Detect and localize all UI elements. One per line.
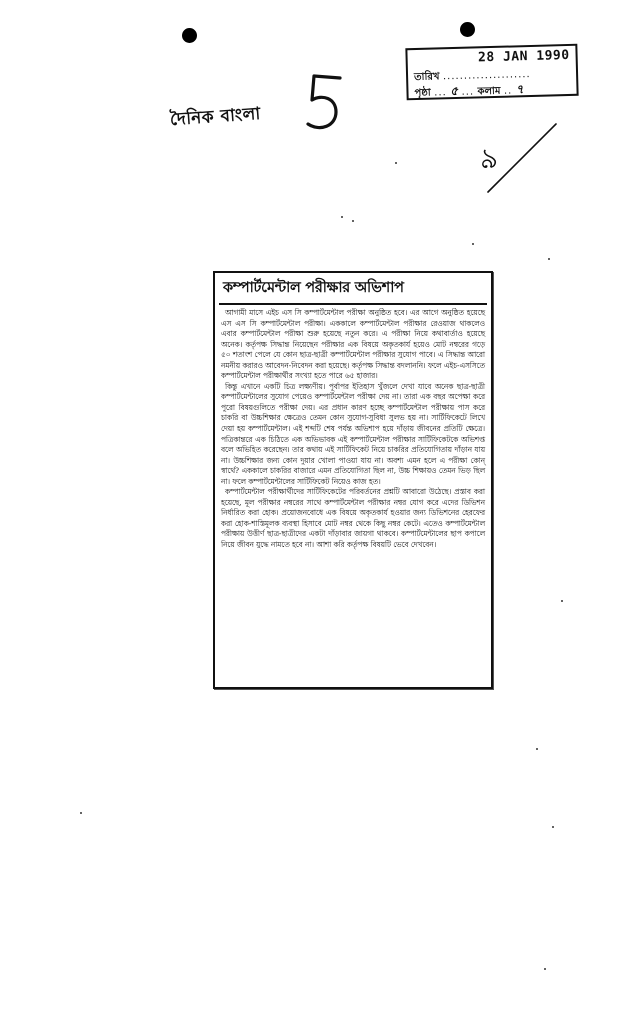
punch-hole-right [460, 22, 475, 37]
article-headline: কম্পার্টমেন্টাল পরীক্ষার অভিশাপ [219, 276, 487, 305]
stamp-column-value: ৭ [515, 82, 524, 97]
stamp-column-label: কলাম [477, 85, 501, 98]
speck [561, 600, 563, 602]
speck [548, 258, 550, 260]
stamp-page-value: ৫ [450, 83, 459, 99]
article-paragraph-2: কিন্তু এখানে একটি চিত্র লক্ষ্যণীয়। পূর্বাপর ইতিহাস খুঁজলে দেখা যাবে অনেক ছাত্র-ছাত্রী কম্পার্টমেন্টালের সুযোগ পেয়েও কম্পার্টমেন্টাল পরীক্ষা দেয় না। তারা এক বছর অপেক্ষা করে পুরো বিষয়গুলিতে পরীক্ষা দেয়। এর প্রধান কারণ হচ্ছে কম্পার্টমেন্টাল পরীক্ষায় পাস করে চাকরি বা উচ্চশিক্ষার ক্ষেত্রেও তেমন কোন সুযোগ-সুবিধা সুলভ হয় না। সার্টিফিকেটে লিখে দেয়া হয় কম্পার্টমেন্টাল। এই শব্দটি শেষ পর্যন্ত অভিশাপ হয়ে দাঁড়ায় জীবনের প্রতিটি ক্ষেত্রে। পত্রিকান্তরে এক চিঠিতে এক অভিভাবক এই কম্পার্টমেন্টাল পরীক্ষার সার্টিফিকেটকে অভিশপ্ত বলে অভিহিত করেছেন। তার কথায় এই সার্টিফিকেট নিয়ে চাকরির প্রতিযোগিতায় দাঁড়ান যায় না। উচ্চশিক্ষার জন্য কোন দুয়ার খোলা পাওয়া যায় না। অবশ্য এমন হলে এ পরীক্ষা কোন্ স্বার্থে? এককালে চাকরির বাজারে এমন প্রতিযোগিতা ছিল না, উচ্চ শিক্ষায়ও তেমন ভিড় ছিল না। ফলে কম্পার্টমেন্টালের সার্টিফিকেট নিয়েও কাজ হত। [221, 381, 485, 486]
date-stamp [405, 44, 578, 100]
speck [80, 812, 82, 814]
speck [472, 243, 474, 245]
stamp-date-label: তারিখ [413, 71, 440, 84]
stamp-date: 28 JAN 1990 [477, 47, 570, 66]
punch-hole-left [182, 28, 197, 43]
newspaper-name: দৈনিক বাংলা [169, 103, 262, 131]
article-paragraph-1: আগামী মাসে এইচ এস সি কম্পার্টমেন্টাল পরীক্ষা অনুষ্ঠিত হবে। এর আগে অনুষ্ঠিত হয়েছে এস এস সি কম্পার্টমেন্টাল পরীক্ষা। এককালে কম্পার্টমেন্টাল পরীক্ষার রেওয়াজ থাকলেও এবার কম্পার্টমেন্টাল পরীক্ষা শুরু হয়েছে নতুন করে। এ পরীক্ষা নিয়ে কথাবার্তাও হয়েছে অনেক। কর্তৃপক্ষ সিদ্ধান্ত নিয়েছেন পরীক্ষার এক বিষয়ে অকৃতকার্য হয়েও মোট নম্বরের গড়ে ৫০ শতাংশ পেলে যে কোন ছাত্র-ছাত্রী কম্পার্টমেন্টাল পরীক্ষার সুযোগ পাবে। এ সিদ্ধান্ত আরো নমনীয় করারও আবেদন-নিবেদন করা হয়েছে। কর্তৃপক্ষ সিদ্ধান্ত বদলাননি। ফলে এইচ-এসসিতে কম্পার্টমেন্টাল পরীক্ষার্থীর সংখ্যা হতে পারে ৬৫ হাজার। [221, 308, 485, 381]
speck [544, 968, 546, 970]
svg-text:5: 5 [300, 70, 301, 71]
handwritten-margin-mark [472, 120, 562, 200]
svg-text:৯: ৯ [480, 142, 499, 175]
stamp-page-row: পৃষ্ঠা ... ৫ ... কলাম .. ৭ [414, 82, 524, 100]
speck [352, 220, 354, 222]
speck [341, 216, 343, 218]
article-paragraph-3: কম্পার্টমেন্টাল পরীক্ষার্থীদের সার্টিফিকেটের পরিবর্তনের প্রশ্নটি আবারো উঠেছে। প্রস্তাব করা হয়েছে, মূল পরীক্ষার নম্বরের সাথে কম্পার্টমেন্টাল পরীক্ষার নম্বর যোগ করে এদের ডিভিশন নির্ধারিত করা হোক। প্রয়োজনবোধে এক বিষয়ে অকৃতকার্য হওয়ার জন্য ডিভিশনের হেরফের করা হোক-শাস্তিমূলক ব্যবস্থা হিসাবে মোট নম্বর থেকে কিছু নম্বর কেটে। এতেও কম্পার্টমেন্টাল পরীক্ষায় উত্তীর্ণ ছাত্র-ছাত্রীদের একটা দাঁড়াবার জায়গা থাকবে। কম্পার্টমেন্টালের ছাপ কপালে নিয়ে জীবন যুদ্ধে নামতে হবে না। আশা করি কর্তৃপক্ষ বিষয়টি ভেবে দেখবেন। [221, 487, 485, 550]
stamp-date-row: তারিখ ..................... [413, 68, 531, 84]
speck [552, 826, 554, 828]
stamp-page-label: পৃষ্ঠা [414, 87, 431, 100]
newspaper-clipping [213, 271, 493, 689]
handwritten-page-number [300, 70, 350, 134]
speck [536, 748, 538, 750]
speck [395, 162, 397, 164]
